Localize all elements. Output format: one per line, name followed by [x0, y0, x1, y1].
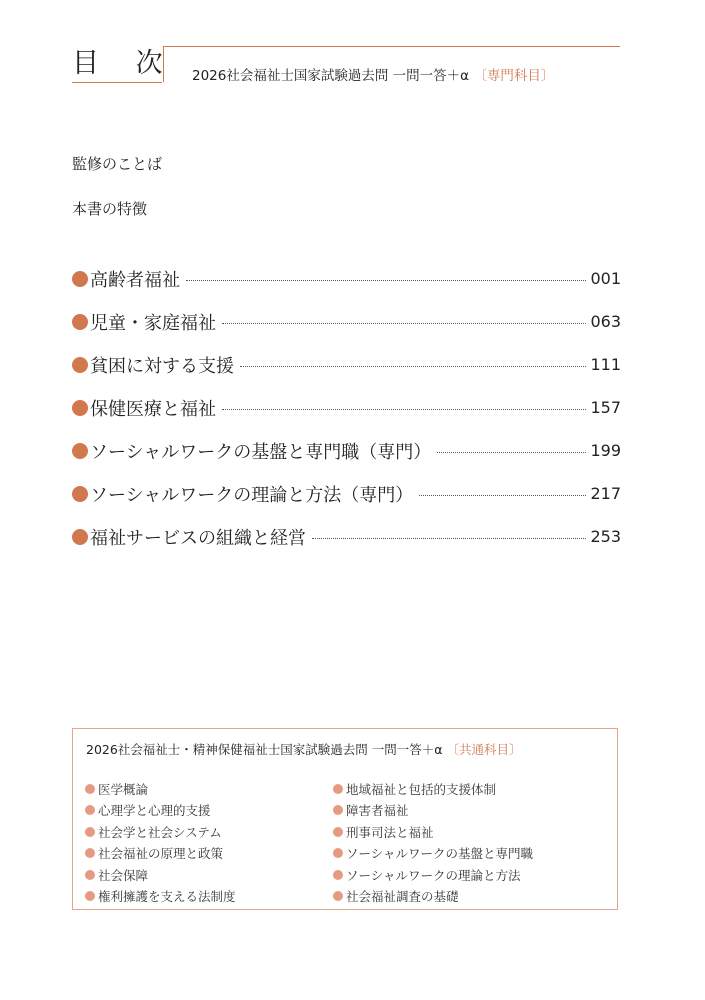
related-book-box [72, 728, 618, 910]
bullet-dot-icon [85, 784, 95, 794]
toc-entry-label: 児童・家庭福祉 [90, 312, 216, 334]
bullet-dot-icon [85, 848, 95, 858]
subject-label: 社会保障 [98, 867, 149, 883]
subject-label: 医学概論 [98, 781, 149, 797]
toc-entry-page: 217 [590, 484, 621, 503]
page-title: 目 次 [72, 48, 177, 79]
leader-dots [222, 323, 586, 324]
header-side-rule [163, 46, 164, 82]
related-subjects-left [85, 778, 236, 907]
intro-item-preface[interactable]: 監修のことば [72, 155, 163, 173]
subject-item [333, 886, 533, 908]
leader-dots [240, 366, 586, 367]
subject-item [85, 886, 236, 908]
subject-label: 障害者福祉 [346, 803, 409, 819]
bullet-dot-icon [85, 827, 95, 837]
header-subtitle-accent: 〔専門科目〕 [473, 68, 555, 84]
related-book-title-main: 2026社会福祉士・精神保健福祉士国家試験過去問 一問一答＋α [86, 742, 443, 757]
subject-label: ソーシャルワークの基盤と専門職 [346, 846, 534, 862]
bullet-dot-icon [333, 848, 343, 858]
bullet-dot-icon [85, 870, 95, 880]
header-top-rule [164, 46, 620, 47]
bullet-dot-icon [72, 357, 88, 373]
leader-dots [222, 409, 586, 410]
bullet-dot-icon [72, 486, 88, 502]
subject-label: ソーシャルワークの理論と方法 [346, 867, 521, 883]
toc-entry-label: ソーシャルワークの基盤と専門職（専門） [90, 441, 432, 463]
subject-label: 地域福祉と包括的支援体制 [346, 781, 497, 797]
toc-entry-label: 貧困に対する支援 [90, 355, 234, 377]
subject-item [333, 778, 533, 800]
subject-item [85, 800, 236, 822]
toc-entry[interactable] [72, 429, 621, 472]
bullet-dot-icon [85, 891, 95, 901]
toc-entry-label: 高齢者福祉 [90, 269, 180, 291]
toc-entry-page: 157 [590, 398, 621, 417]
toc-entry[interactable] [72, 386, 621, 429]
subject-label: 社会学と社会システム [98, 824, 222, 840]
title-underline [72, 82, 162, 83]
subject-item [333, 800, 533, 822]
leader-dots [419, 495, 586, 496]
bullet-dot-icon [333, 827, 343, 837]
bullet-dot-icon [333, 805, 343, 815]
subject-label: 権利擁護を支える法制度 [98, 889, 236, 905]
bullet-dot-icon [333, 870, 343, 880]
bullet-dot-icon [72, 314, 88, 330]
subject-item [85, 843, 236, 865]
toc-list [72, 257, 621, 558]
subject-label: 社会福祉の原理と政策 [98, 846, 224, 862]
toc-entry[interactable] [72, 257, 621, 300]
toc-entry-page: 199 [590, 441, 621, 460]
bullet-dot-icon [333, 784, 343, 794]
toc-entry-page: 253 [590, 527, 621, 546]
intro-item-features[interactable]: 本書の特徴 [72, 200, 148, 218]
subject-label: 社会福祉調査の基礎 [346, 889, 459, 905]
toc-entry-label: 保健医療と福祉 [90, 398, 216, 420]
bullet-dot-icon [85, 805, 95, 815]
toc-entry-page: 111 [590, 355, 621, 374]
leader-dots [312, 538, 586, 539]
leader-dots [186, 280, 586, 281]
subject-item [85, 864, 236, 886]
header-subtitle-main: 2026社会福祉士国家試験過去問 一問一答＋α [192, 68, 470, 84]
subject-label: 刑事司法と福祉 [346, 824, 434, 840]
toc-entry-label: ソーシャルワークの理論と方法（専門） [90, 484, 414, 506]
subject-item [85, 821, 236, 843]
header-subtitle [192, 64, 554, 84]
related-book-title-accent: 〔共通科目〕 [446, 742, 522, 757]
bullet-dot-icon [72, 271, 88, 287]
toc-entry[interactable] [72, 300, 621, 343]
bullet-dot-icon [72, 529, 88, 545]
subject-label: 心理学と心理的支援 [98, 803, 211, 819]
toc-entry-page: 063 [590, 312, 621, 331]
leader-dots [437, 452, 586, 453]
toc-entry[interactable] [72, 472, 621, 515]
related-book-title [86, 740, 522, 758]
related-subjects-right [333, 778, 533, 907]
toc-entry[interactable] [72, 343, 621, 386]
subject-item [85, 778, 236, 800]
toc-entry-page: 001 [590, 269, 621, 288]
toc-entry-label: 福祉サービスの組織と経営 [90, 527, 306, 549]
bullet-dot-icon [333, 891, 343, 901]
subject-item [333, 864, 533, 886]
toc-entry[interactable] [72, 515, 621, 558]
bullet-dot-icon [72, 443, 88, 459]
subject-item [333, 821, 533, 843]
bullet-dot-icon [72, 400, 88, 416]
subject-item [333, 843, 533, 865]
